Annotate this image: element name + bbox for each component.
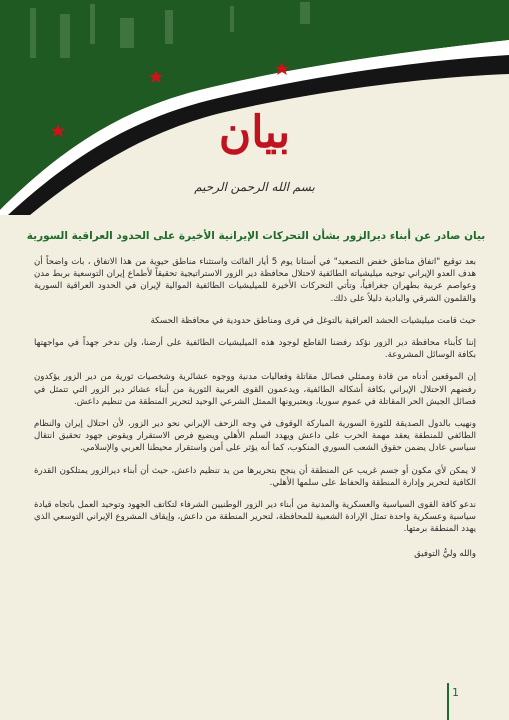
- page-number: 1: [452, 686, 459, 699]
- paragraph: ونهيب بالدول الصديقة للثورة السورية المباركة الوقوف في وجه الزحف الإيراني نحو دير الزور، لأن احتلال إيران والنظام الطائفي للمنطقة يعقد مهمة الحرب على داعش ويهدد السلم الأهلي ويضيع فرص الاستقرار ويقوض جهود تحقيق انتقال سياسي عادل يضمن حقوق الشعب السوري المنكوب، كما أنه يؤثر على أمن واستقرار محيطنا العربي والإسلامي.: [34, 419, 476, 454]
- paragraph: إن الموقعين أدناه من قادة وممثلي فصائل مقاتلة وفعاليات مدنية ووجوه عشائرية وشخصيات ثورية من دير الزور يؤكدون رفضهم الاحتلال الإيراني بكافة أشكاله الطائفية، ويدعمون القوى العربية الثورية من أبناء عشائر دير الزور التي تتمثل في فصائل الجيش الحر المقاتلة في عموم سوريا، ويعتبرونها الممثل الشرعي الوحيد لتحرير المنطقة من تنظيم داعش.: [34, 372, 476, 407]
- paragraph: ندعو كافة القوى السياسية والعسكرية والمدنية من أبناء دير الزور الوطنيين الشرفاء لتكاتف الجهود وتوحيد العمل باتجاه قيادة سياسية وعسكرية واحدة تمثل الإرادة الشعبية للمحافظة، لتحرير المنطقة من داعش، وإيقاف المشروع الإيراني التوسعي الذي يهدد المنطقة برمتها.: [34, 500, 476, 535]
- statement-body: [34, 256, 476, 570]
- statement-subtitle: بيان صادر عن أبناء ديرالزور بشأن التحركات الإيرانية الأخيرة على الحدود العراقية السورية: [26, 230, 486, 242]
- statement-title: بيان: [218, 107, 291, 158]
- paragraph: بعد توقيع "اتفاق مناطق خفض التصعيد" في أستانا يوم 5 أيار الفائت واستثناء مناطق حيوية من هذا الاتفاق ، بات واضحاً أن هدف العدو الإيراني توجيه ميليشياته الطائفية لاحتلال محافظة دير الزور الاستراتيجية تحقيقاً لأطماع إيران التوسعية بربط مدن وعواصم عربية بطهران جغرافياً، وتأتي التحركات الأخيرة للميليشيات الطائفية الموالية لإيران في الحدود العراقية السورية والقلمون الشرقي والبادية دليلاً على ذلك.: [34, 257, 477, 304]
- paragraph: حيث قامت ميليشيات الحشد العراقية بالتوغل في قرى ومناطق حدودية في محافظة الحسكة: [150, 315, 476, 326]
- paragraph: إننا كأبناء محافظة دير الزور نؤكد رفضنا القاطع لوجود هذه الميليشيات الطائفية على أرضنا، ولن ندخر جهداً في مواجهتها بكافة الوسائل المشروعة.: [34, 338, 476, 361]
- bismillah-calligraphy: بسم الله الرحمن الرحيم: [194, 180, 315, 194]
- paragraph: لا يمكن لأي مكون أو جسم غريب عن المنطقة أن ينجح بتحريرها من يد تنظيم داعش، حيث أن أبناء ديرالزور يمتلكون القدرة الكافية لتحرير وإدارة المنطقة والحفاظ على سلمها الأهلي.: [34, 465, 476, 488]
- closing-line: والله وليُّ التوفيق: [414, 548, 476, 559]
- footer-divider: [447, 683, 449, 720]
